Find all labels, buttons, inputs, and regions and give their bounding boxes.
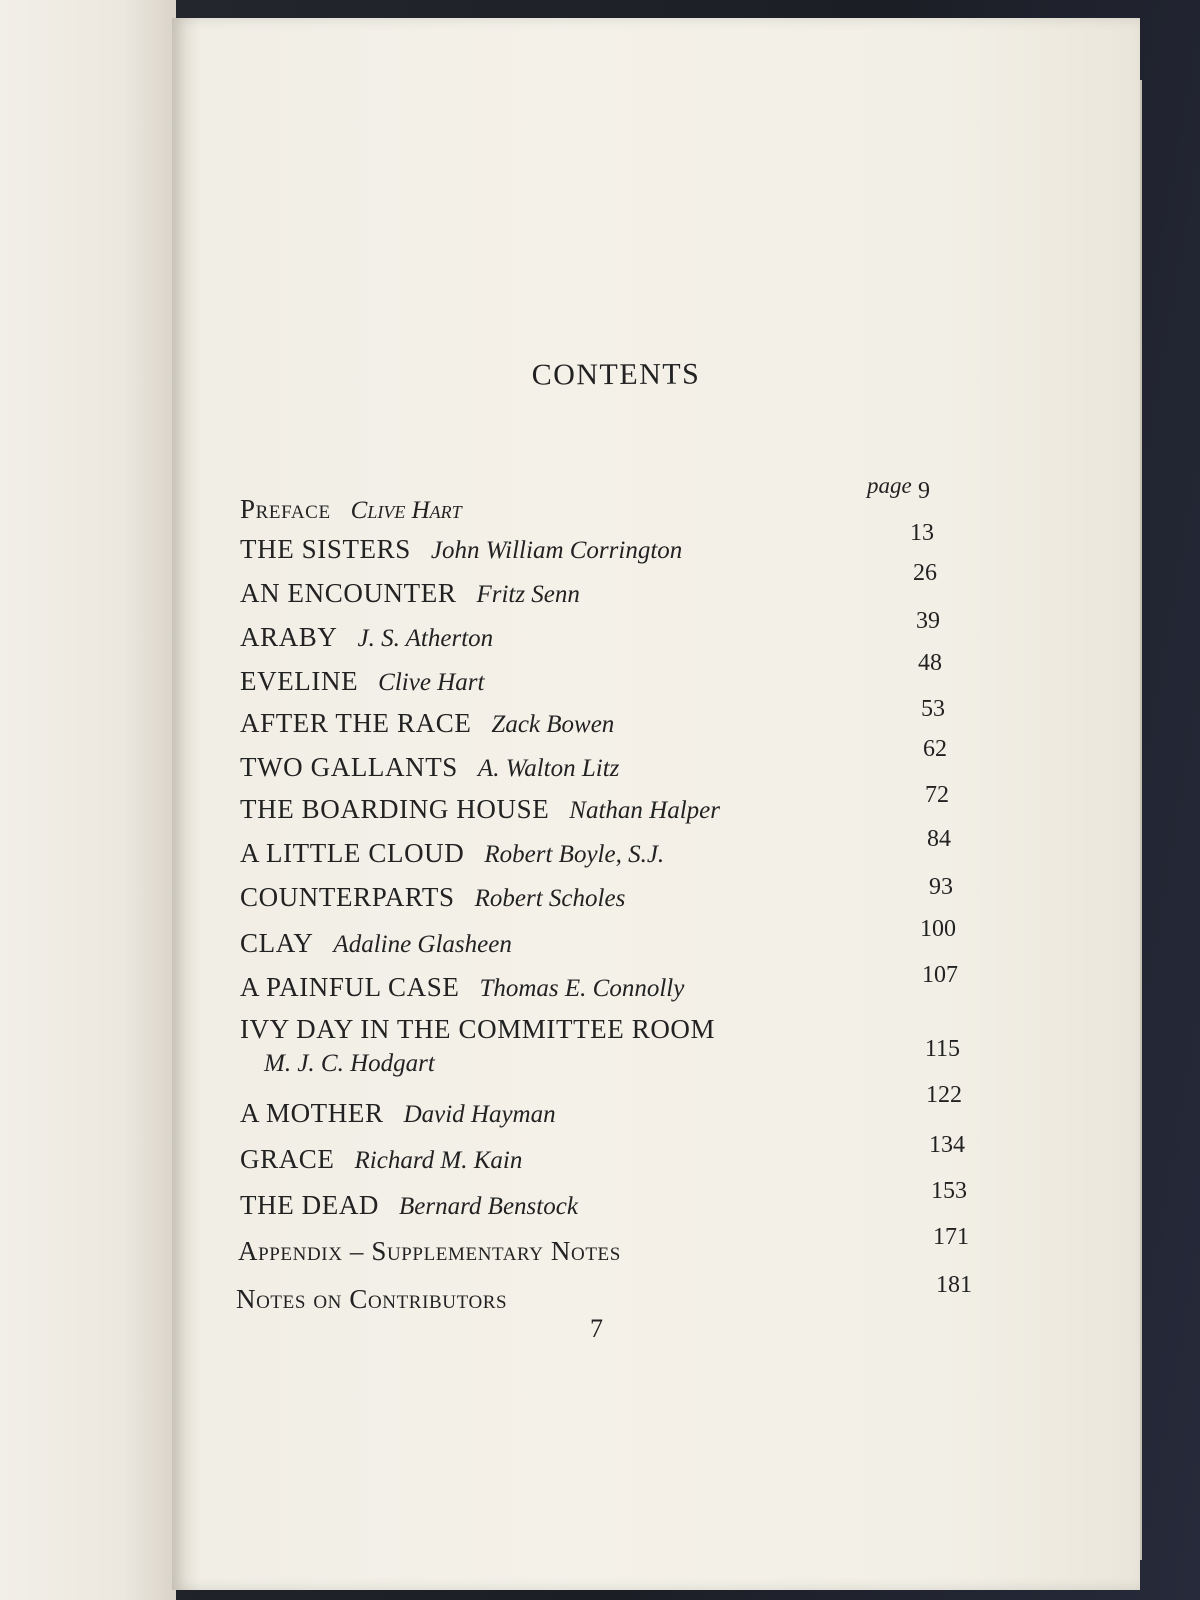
toc-entry-title-text: AFTER THE RACE bbox=[240, 708, 472, 738]
toc-entry-page: 181 bbox=[936, 1272, 972, 1298]
toc-entry-title bbox=[240, 1014, 715, 1045]
toc-entry-title bbox=[236, 1284, 507, 1315]
toc-entry-page: 39 bbox=[916, 608, 940, 634]
toc-entry-author: Adaline Glasheen bbox=[333, 931, 512, 958]
toc-entry-title bbox=[240, 708, 614, 739]
toc-entry-title-text: Appendix – Supplementary Notes bbox=[238, 1236, 621, 1266]
contents-page bbox=[172, 18, 1140, 1590]
toc-entry-page: 115 bbox=[924, 1036, 960, 1062]
toc-entry-title bbox=[240, 1144, 522, 1175]
toc-entry-title-text: A PAINFUL CASE bbox=[240, 972, 460, 1002]
toc-entry-title-text: TWO GALLANTS bbox=[240, 752, 458, 782]
toc-entry-page: 53 bbox=[921, 696, 945, 722]
toc-entry-title bbox=[240, 1190, 578, 1221]
left-page bbox=[0, 0, 176, 1600]
toc-entry-page: 62 bbox=[923, 736, 947, 762]
toc-entry-author: David Hayman bbox=[403, 1101, 556, 1128]
toc-entry-author: Nathan Halper bbox=[569, 797, 720, 824]
toc-entry-author: Thomas E. Connolly bbox=[479, 975, 685, 1002]
toc-entry-title-text: IVY DAY IN THE COMMITTEE ROOM bbox=[240, 1014, 716, 1044]
toc-entry-title-text: COUNTERPARTS bbox=[240, 882, 455, 912]
toc-entry-title-text: THE DEAD bbox=[240, 1190, 380, 1220]
toc-entry-author: Robert Boyle, S.J. bbox=[484, 841, 665, 868]
toc-entry-author: Clive Hart bbox=[350, 497, 462, 524]
toc-entry-page: 48 bbox=[918, 650, 942, 676]
toc-entry-title bbox=[240, 752, 619, 783]
toc-entry-title-text: ARABY bbox=[240, 622, 338, 652]
toc-entry-page: 84 bbox=[927, 826, 951, 852]
toc-entry-page: 153 bbox=[931, 1178, 967, 1204]
toc-entry-title bbox=[240, 622, 493, 653]
toc-entry-author: John William Corrington bbox=[430, 537, 683, 564]
toc-entry-title bbox=[240, 794, 720, 825]
toc-entry-title-text: AN ENCOUNTER bbox=[240, 578, 457, 608]
page-column-label: page bbox=[867, 473, 912, 498]
toc-entry-page: 100 bbox=[920, 916, 956, 942]
toc-entry-title bbox=[240, 928, 512, 959]
toc-entry-page: 9 bbox=[918, 478, 930, 504]
toc-entry-page: 171 bbox=[933, 1224, 969, 1250]
toc-entry-page: 26 bbox=[913, 560, 937, 586]
toc-entry-author: M. J. C. Hodgart bbox=[264, 1050, 435, 1077]
toc-entry-page: 72 bbox=[925, 782, 949, 808]
toc-entry-title-text: Preface bbox=[240, 494, 331, 524]
toc-entry-author: Zack Bowen bbox=[491, 711, 615, 738]
toc-entry-title-text: THE BOARDING HOUSE bbox=[240, 794, 550, 824]
toc-entry-page: 107 bbox=[922, 962, 958, 988]
toc-entry-title bbox=[238, 1236, 621, 1267]
toc-entry-author: J. S. Atherton bbox=[357, 625, 494, 652]
toc-entry-author: Fritz Senn bbox=[476, 581, 580, 608]
toc-entry-title bbox=[240, 578, 580, 609]
page-heading: CONTENTS bbox=[531, 357, 701, 392]
toc-entry-author: Robert Scholes bbox=[474, 885, 626, 912]
toc-entry-title-text: A LITTLE CLOUD bbox=[240, 838, 465, 868]
toc-entry-title bbox=[240, 1098, 556, 1129]
toc-entry-title-text: Notes on Contributors bbox=[236, 1284, 508, 1314]
toc-entry-title-text: CLAY bbox=[240, 928, 314, 958]
toc-entry-title bbox=[240, 882, 625, 913]
toc-entry-title-text: EVELINE bbox=[240, 666, 359, 696]
toc-entry-title-text: THE SISTERS bbox=[240, 534, 411, 564]
toc-entry-title-text: A MOTHER bbox=[240, 1098, 384, 1128]
toc-entry-title-text: GRACE bbox=[240, 1144, 335, 1174]
page-number: 7 bbox=[590, 1314, 603, 1343]
toc-entry-title bbox=[240, 838, 664, 869]
toc-entry-page: 13 bbox=[910, 520, 934, 546]
toc-entry-author: Bernard Benstock bbox=[399, 1193, 578, 1220]
toc-entry-page: 122 bbox=[926, 1082, 962, 1108]
toc-entry-title bbox=[240, 494, 462, 525]
toc-entry-author: Richard M. Kain bbox=[354, 1147, 523, 1174]
toc-entry-title bbox=[240, 972, 684, 1003]
toc-entry-author: A. Walton Litz bbox=[477, 755, 620, 782]
toc-entry-page: 93 bbox=[929, 874, 953, 900]
toc-entry-title bbox=[240, 666, 484, 697]
toc-entry-title bbox=[240, 534, 682, 565]
toc-entry-author: Clive Hart bbox=[378, 669, 485, 696]
toc-entry-page: 134 bbox=[929, 1132, 965, 1158]
